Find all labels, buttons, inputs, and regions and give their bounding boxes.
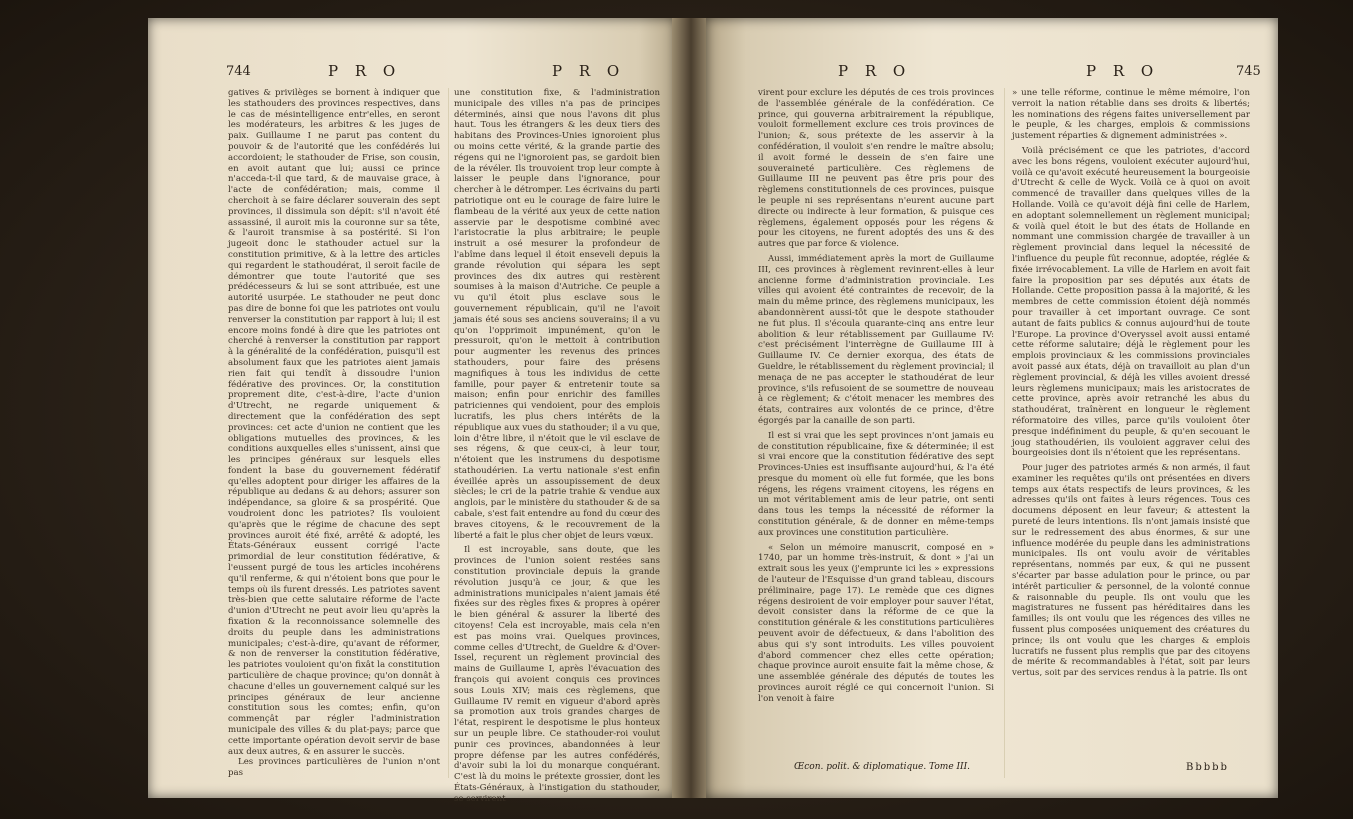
paragraph: une constitution fixe, & l'administration municipale des villes n'a pas de principes déterminés, ainsi que nous l'avons dit plus haut. Tous les étrangers & les deux tiers des habitans des Provinces-Unies ignoroient plus ou moins cette vérité, & la grande partie des régens qui ne l'ignoroient pas, se gardoit bien de la révéler. Ils trouvoient trop leur compte à laisser le peuple dans l'ignorance, pour chercher à le détromper. Les écrivains du parti patriotique ont eu le courage de faire luire le flambeau de la vérité aux yeux de cette nation asservie par le despotisme combiné avec l'aristocratie la plus arbitraire; le peuple instruit a osé mesurer la profondeur de l'abîme dans lequel il étoit enseveli depuis la grande révolution qui sépara les sept provinces des dix autres qui restèrent soumises à la maison d'Autriche. Ce peuple a vu qu'il étoit plus esclave sous le gouvernement républicain, qu'il ne l'avoit jamais été sous ses anciens souverains; il a vu qu'on l'opprimoit impunément, qu'on le pressuroit, qu'on le mettoit à contribution pour augmenter les revenus des princes stathouders, pour faire des présens magnifiques à tous les individus de cette famille, pour payer & entretenir toute sa maison; enfin pour enrichir des familles patriciennes qui vendoient, pour des emplois lucratifs, les plus chers intérêts de la république aux vues du stathouder; il a vu que, loin d'être libre, il n'étoit que le vil esclave de ses régens, & que ceux-ci, à leur tour, n'étoient que les instrumens du despotisme stathoudérien. La vertu nationale s'est enfin éveillée après un assoupissement de deux siècles; le cri de la patrie trahie & vendue aux anglois, par le ministère du stathouder & de sa cabale, s'est fait entendre au fond du cœur des braves citoyens, & le recouvrement de la liberté a fait le plus cher objet de leurs vœux. — [454, 88, 660, 541]
signature-mark: Bbbbb — [1186, 762, 1229, 773]
text-column-2 — [454, 88, 660, 804]
paragraph: gatives & privilèges se bornent à indiquer que les stathouders des provinces respectives, dans le cas de mésintelligence entr'elles, en seront les modérateurs, les arbitres & les juges de paix. Guillaume I ne parut pas content du pouvoir & de l'autorité que les confédérés lui accordoient; le stathouder de Frise, son cousin, en avoit autant que lui; aussi ce prince n'acceda-t-il que tard, & de mauvaise grace, à l'acte de confédération; mais, comme il cherchoit à se faire déclarer souverain des sept provinces, il dissimula son dépit: s'il n'avoit été assassiné, il auroit mis la couronne sur sa tête, & l'auroit transmise à sa postérité. Si l'on jugeoit donc le stathouder actuel sur la constitution primitive, & à la lettre des articles qui regardent le stathoudérat, il seroit facile de démontrer que toute l'autorité que ses prédécesseurs & lui se sont attribuée, est une autorité usurpée. Le stathouder ne peut donc pas dire de bonne foi que les patriotes ont voulu renverser la constitution par rapport à lui; il est encore moins fondé à dire que les patriotes ont cherché à renverser la constitution par rapport à la généralité de la confédération, puisqu'il est absolument faux que les patriotes aient jamais rien fait qui tendît à dissoudre l'union fédérative des provinces. Or, la constitution proprement dite, c'est-à-dire, l'acte d'union d'Utrecht, ne regarde uniquement & directement que la confédération des sept provinces: cet acte d'union ne contient que les obligations mutuelles des provinces, & les conditions auxquelles elles s'unissent, ainsi que les principes généraux sur lesquels elles fondent la base du gouvernement fédératif qu'elles adoptent pour diriger les affaires de la république au dedans & au dehors; assurer son indépendance, sa gloire & sa prospérité. Que voudroient donc les patriotes? Ils vouloient qu'après que le régime de chacune des sept provinces auroit été fixé, arrêté & adopté, les États-Généraux eussent corrigé l'acte primordial de leur constitution fédérative, & l'eussent purgé de tous les articles incohérens qu'il renferme, & qui n'étoient bons que pour le temps où ils furent dressés. Les patriotes savent très-bien que cette salutaire réforme de l'acte d'union d'Utrecht ne peut avoir lieu qu'après la fixation & la reconnoissance solemnelle des droits du peuple dans les administrations municipales; c'est-à-dire, qu'avant de réformer, & non de renverser la constitution fédérative, les patriotes vouloient qu'on fixât la constitution particulière de chaque province; qu'on donnât à chacune d'elles un gouvernement calqué sur les principes généraux de leur ancienne constitution sous les comtes; enfin, qu'on commençât par régler l'administration municipale des villes & du plat-pays; parce que cette importante opération devoit servir de base aux deux autres, & en assurer le succès. — [228, 88, 440, 757]
paragraph: » une telle réforme, continue le même mémoire, l'on verroit la nation rétablie dans ses droits & libertés; les nominations des régens faites universellement par le peuple, & les charges, emplois & commissions justement réparties & dignement administrées ». — [1012, 88, 1250, 142]
running-head: P R O — [838, 62, 912, 80]
running-head: P R O — [552, 62, 626, 80]
column-rule — [448, 88, 449, 778]
page-number: 744 — [226, 64, 251, 79]
column-rule — [1004, 88, 1005, 778]
paragraph: Les provinces particulières de l'union n'ont pas — [228, 757, 440, 779]
page-number: 745 — [1236, 64, 1261, 79]
quotation: « Selon un mémoire manuscrit, composé en » 1740, par un homme très-instruit, & dont » j'ai un extrait sous les yeux (j'emprunte ici les » expressions de l'auteur de l'Esquisse d'un grand tableau, discours préliminaire, page 17). Le remède que ces dignes régens desiroient de voir employer pour sauver l'état, devoit consister dans la réforme de ce que la constitution générale & les constitutions particulières peuvent avoir de défectueux, & dans l'abolition des abus qui s'y sont introduits. Les villes pouvoient d'abord commencer chez elles cette opération; chaque province auroit ensuite fait la même chose, & une assemblée générale des députés de toutes les provinces auroit réglé ce qui concernoit l'union. Si l'on venoit à faire — [758, 542, 994, 704]
book-gutter — [672, 18, 710, 798]
paragraph: Voilà précisément ce que les patriotes, d'accord avec les bons régens, vouloient exécuter aujourd'hui, voilà ce qu'avoit exécuté heureusement la bourgeoisie d'Utrecht & celle de Wyck. Voilà ce à quoi on avoit commencé de travailler dans quelques villes de la Hollande. Voilà ce qu'avoit déjà fini celle de Harlem, en adoptant solemnellement un règlement municipal; & voilà quel étoit le but des états de Hollande en nommant une commission chargée de travailler à un règlement provincial dans lequel la nécessité de l'influence du peuple fût reconnue, adoptée, réglée & fixée irrévocablement. La ville de Harlem en avoit fait faire la proposition par ses députés aux états de Hollande. Cette proposition passa à la majorité, & les membres de cette commission étoient déjà nommés pour travailler à cet important ouvrage. Ce sont autant de faits publics & connus aujourd'hui de toute l'Europe. La province d'Overyssel avoit aussi entamé cette réforme salutaire; déjà le règlement pour les emplois provinciaux & les commissions provinciales avoit passé aux états, déjà on travailloit au plan d'un règlement provincial, & déjà les villes avoient dressé leurs règlemens municipaux; mais les aristocrates de cette province, après avoir retranché les abus du stathoudérat, traînèrent en longueur le règlement réformatoire des villes, parce qu'ils vouloient ôter presque indéfiniment du peuple, & qu'en secouant le joug stathoudérien, ils vouloient aggraver celui des bourgeoisies dont ils n'étoient que les représentans. — [1012, 145, 1250, 459]
paragraph: virent pour exclure les députés de ces trois provinces de l'assemblée générale de la confédération. Ce prince, qui gouverna arbitrairement la république, vouloit formellement exclure ces trois provinces de l'union; &, sous prétexte de les asservir à la confédération, il vouloit s'en rendre le maître absolu; il avoit formé le dessein de s'en faire une souveraineté particulière. Ces règlemens de Guillaume III ne peuvent pas être pris pour des règlemens constitutionnels de ces provinces, puisque le peuple ni ses représentans n'eurent aucune part directe ou indirecte à leur formation, & puisque ces règlemens, également opposés pour les régens & pour les citoyens, ne furent adoptés des uns & des autres que par force & violence. — [758, 88, 994, 250]
text-column-1 — [228, 88, 440, 788]
running-head: P R O — [1086, 62, 1160, 80]
text-column-1 — [758, 88, 994, 756]
paragraph: Il est si vrai que les sept provinces n'ont jamais eu de constitution républicaine, fixe & déterminée; il est si vrai encore que la constitution fédérative des sept Provinces-Unies est insuffisante aujourd'hui, & l'a été presque du moment où elle fut formée, que les bons régens, les régens vraiment citoyens, les régens en un mot véritablement amis de leur patrie, ont senti dans tous les temps la nécessité de réformer la constitution générale, & de donner en même-temps aux provinces une constitution particulière. — [758, 430, 994, 538]
text-column-2 — [1012, 88, 1250, 756]
footer-note: Œcon. polit. & diplomatique. Tome III. — [794, 762, 971, 772]
paragraph: Aussi, immédiatement après la mort de Guillaume III, ces provinces à règlement revinrent-elles à leur ancienne forme d'administration provinciale. Les villes qui avoient été contraintes de recevoir, de la main du même prince, des règlemens municipaux, les abandonnèrent aussi-tôt que le despote stathouder ne fut plus. Il s'écoula quarante-cinq ans entre leur abolition & leur rétablissement par Guillaume IV: c'est précisément l'interrègne de Guillaume III à Guillaume IV. Ce dernier exorqua, des états de Gueldre, le rétablissement du règlement provincial; il menaça de ne pas accepter le stathoudérat de leur province, s'ils refusoient de se soumettre de nouveau à ce règlement; & c'étoit menacer les membres des états, contraires aux volontés de ce prince, d'être égorgés par la canaille de son parti. — [758, 253, 994, 426]
right-page — [706, 18, 1278, 798]
paragraph: Pour juger des patriotes armés & non armés, il faut examiner les requêtes qu'ils ont présentées en divers temps aux états respectifs de leurs provinces, & les adresses qu'ils ont faites à leurs régences. Tous ces documens déposent en leur faveur; & attestent la pureté de leurs intentions. Ils n'ont jamais insisté que sur le redressement des abus énormes, & sur une influence modérée du peuple dans les administrations municipales. Ils ont voulu avoir de véritables représentans, nommés par eux, & qui ne pussent s'écarter par basse adulation pour le prince, ou par intérêt particulier & personnel, de la volonté connue & raisonnable du peuple. Ils ont voulu que les magistratures ne fussent pas héréditaires dans les familles; ils ont voulu que les régences des villes ne fussent plus composées uniquement des créatures du prince; ils ont voulu que les charges & emplois lucratifs ne fussent plus remplis que par des citoyens de mérite & recommandables à l'état, soit par leurs vertus, soit par des services rendus à la patrie. Ils ont — [1012, 463, 1250, 679]
paragraph: Il est incroyable, sans doute, que les provinces de l'union soient restées sans constitution provinciale depuis la grande révolution jusqu'à ce jour, & que les administrations municipales n'aient jamais été fixées sur des règles fixes & propres à opérer le bien général & assurer la liberté des citoyens! Cela est incroyable, mais cela n'en est pas moins vrai. Quelques provinces, comme celles d'Utrecht, de Gueldre & d'Over-Issel, reçurent un règlement provincial des mains de Guillaume I, après l'évacuation des françois qui avoient conquis ces provinces sous Louis XIV; mais ces règlemens, que Guillaume IV remit en vigueur d'abord après sa promotion aux trois grandes charges de l'état, respirent le despotisme le plus honteux sur un peuple libre. Ce stathouder-roi voulut punir ces provinces, abandonnées à leur propre défense par les autres confédérés, d'avoir subi la loi du monarque conquérant. C'est là du moins le prétexte grossier, dont les États-Généraux, à l'instigation du stathouder, se servirent — [454, 545, 660, 804]
left-page — [148, 18, 676, 804]
running-head: P R O — [328, 62, 402, 80]
